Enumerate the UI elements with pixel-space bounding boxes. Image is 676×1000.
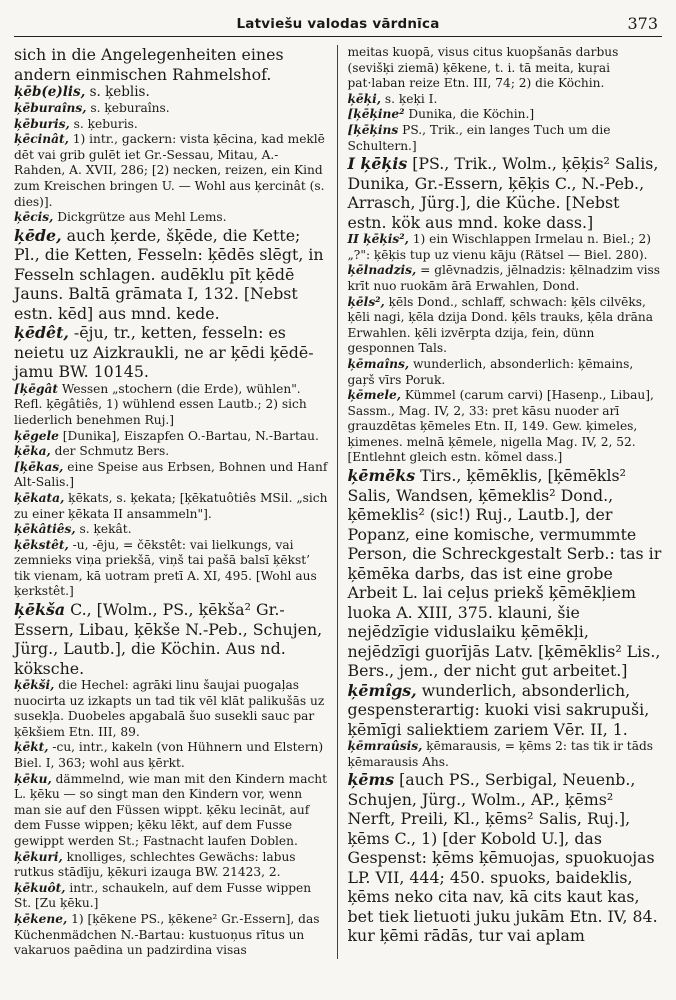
entry-definition: [PS., Trik., Wolm., ķēķis² Salis, Dunika, Gr.-Essern, ķēķis C., N.-Peb., Arrasch, Jürg.], die Küche. [Nebst estn. kök aus mnd. koke dass.] xyxy=(347,154,659,232)
entry-definition: intr., schaukeln, auf dem Fusse wippen St. [Zu ķēku.] xyxy=(14,880,312,911)
entry-definition: dämmelnd, wie man mit den Kindern macht L. ķēku — so singt man den Kindern vor, wenn man sie auf den Füssen wippt. ķēku lecināt, auf dem Fusse wippen; ķēku lēkt, auf dem Fusse gewippt werden St.; Fastnacht laufen Doblen. xyxy=(14,771,328,848)
dictionary-entry xyxy=(14,678,329,740)
entry-headword: [ķēgât xyxy=(14,381,59,396)
entry-definition: s. ķekât. xyxy=(75,522,132,537)
dictionary-entry xyxy=(14,600,329,678)
dictionary-entry xyxy=(14,84,329,101)
dictionary-entry xyxy=(14,460,329,491)
entry-definition: ķēls Dond., schlaff, schwach: ķēls cilvēks, ķēli nagi, ķēla dzija Dond. ķēls trauks, ķēla drāna Erwahlen. ķēli izvērpta dzija, fein, dünn gesponnen Tals. xyxy=(347,294,653,356)
entry-headword: ķēmele, xyxy=(347,388,401,403)
dictionary-entry xyxy=(347,92,662,108)
entry-definition: Kümmel (carum carvi) [Hasenp., Libau], Sassm., Mag. IV, 2, 33: pret kāsu nuoder arī grauzdētas ķēmeles Etn. II, 149. Gew. ķimeles, ķimenes. melnā ķēmele, nigella Mag. IV, 2, 52. [Entlehnt gleich estn. kõmel dass.] xyxy=(347,388,654,465)
entry-headword: ķēb(e)lis, xyxy=(14,84,86,100)
dictionary-entry xyxy=(347,739,662,770)
page-title: Latviešu valodas vārdnīca xyxy=(236,16,440,32)
dictionary-entry xyxy=(14,382,329,429)
entry-definition: C., [Wolm., PS., ķēkša² Gr.-Essern, Libau, ķēkše N.-Peb., Schujen, Jürg., Lautb.], die Köchin. Aus nd. köksche. xyxy=(14,600,323,678)
entry-headword: II ķēķis², xyxy=(347,232,409,247)
dictionary-entry xyxy=(14,117,329,133)
entry-headword: [ķēķins xyxy=(347,122,399,137)
entry-definition: meitas kuopā, visus citus kuopšanās darbus (sevišķi ziemā) ķēkene, t. i. tā meita, kuŗai pat·laban reize Etn. III, 74; 2) die Köchin. xyxy=(347,45,619,91)
entry-definition: -cu, intr., kakeln (von Hühnern und Elstern) Biel. I, 363; wohl aus ķērkt. xyxy=(14,740,324,771)
entry-definition: -ēju, tr., ketten, fesseln: es neietu uz Aizkraukli, ne ar ķēdi ķēdē-jamu BW. 10145. xyxy=(14,323,314,382)
entry-definition: wunderlich, absonderlich: ķēmains, gaŗš vīrs Poruk. xyxy=(347,356,634,387)
dictionary-entry xyxy=(14,101,329,117)
entry-definition: s. ķeburis. xyxy=(69,116,138,131)
entry-headword: ķēku, xyxy=(14,771,52,786)
dictionary-entry xyxy=(347,770,662,946)
entry-headword: ķēms xyxy=(347,770,395,790)
entry-headword: ķēburaîns, xyxy=(14,101,87,115)
dictionary-entry xyxy=(14,881,329,912)
entry-definition: Wessen „stochern (die Erde), wühlen". Refl. ķēgâtiês, 1) wühlend essen Lautb.; 2) sich liederlich benehmen Ruj.] xyxy=(14,381,307,427)
dictionary-entry xyxy=(14,132,329,210)
entry-headword: ķēkši, xyxy=(14,678,55,693)
dictionary-entry xyxy=(14,226,329,324)
entry-headword: ķēkstêt, xyxy=(14,537,69,552)
dictionary-entry xyxy=(347,388,662,466)
dictionary-entry xyxy=(347,107,662,123)
entry-headword: ķēkene, xyxy=(14,911,68,926)
entry-headword: ķēmîgs, xyxy=(347,680,417,700)
dictionary-entry xyxy=(347,232,662,263)
dictionary-entry xyxy=(14,323,329,382)
entry-headword: ķēkša xyxy=(14,600,66,620)
entry-definition: 1) intr., gackern: vista ķēcina, kad meklē dēt vai grib gulēt iet Gr.-Sessau, Mitau, A.-Rahden, A. XVII, 286; [2) necken, reizen, ein Kind zum Kreischen bringen U. — Wohl aus ķercinât (s. dies)]. xyxy=(14,132,325,209)
entry-definition: Dickgrütze aus Mehl Lems. xyxy=(53,210,227,225)
entry-definition: die Hechel: agrāki linu šaujai puogaļas nuocirta uz izkapts un tad tik vēl klāt palikušās uz susekļa. Duobeles apgabalā šuo susekli sauc par ķēkšiem Etn. III, 89. xyxy=(14,678,325,739)
entry-headword: ķēkuôt, xyxy=(14,880,66,895)
entry-headword: ķēka, xyxy=(14,444,51,459)
dictionary-entry xyxy=(14,210,329,226)
dictionary-entry xyxy=(14,522,329,538)
entry-headword: I ķēķis xyxy=(347,154,408,174)
entry-definition: -u, -ēju, = čēkstêt: vai lielkungs, vai zemnieks viņa priekšā, viņš tai pašā balsī ķēkst’ tik vienam, kā uotram pretī A. XI, 495. [Wohl aus ķerkstêt.] xyxy=(14,537,317,599)
entry-headword: ķēcis, xyxy=(14,210,54,225)
dictionary-entry xyxy=(14,772,329,850)
entry-definition: PS., Trik., ein langes Tuch um die Schultern.] xyxy=(347,122,611,153)
dictionary-entry xyxy=(14,740,329,771)
entry-headword: ķēls², xyxy=(347,294,385,309)
entry-definition: auch ķerde, šķēde, die Kette; Pl., die Ketten, Fesseln: ķēdēs slēgt, in Fesseln schlagen. audēklu pīt ķēdē Jauns. Baltā grāmata I, 132. [Nebst estn. kēd] aus mnd. kede. xyxy=(14,225,324,323)
entry-definition: [auch PS., Serbigal, Neuenb., Schujen, Jürg., Wolm., AP., ķēms² Nerft, Preili, Kl., ķēms² Salis, Ruj.], ķēms C., 1) [der Kobold U.], das Gespenst: ķēms ķēmuojas, spuokuojas LP. VII, 444; 450. spuoks, baideklis, ķēms neko cita nav, kā cits kaut kas, bet tiek lietuoti juku jukām Etn. IV, 84. kur ķēmi rādās, tur vai aplam xyxy=(347,770,658,946)
dictionary-entry xyxy=(14,45,329,84)
dictionary-entry xyxy=(347,263,662,294)
dictionary-entry xyxy=(14,912,329,959)
entry-headword: [ķēķine² xyxy=(347,107,405,122)
dictionary-entry xyxy=(14,850,329,881)
entry-definition: eine Speise aus Erbsen, Bohnen und Hanf Alt-Salis.] xyxy=(14,459,328,490)
entry-headword: ķēde, xyxy=(14,225,62,245)
dictionary-entry xyxy=(347,45,662,92)
dictionary-entry xyxy=(347,154,662,232)
entry-headword: ķēlnadzis, xyxy=(347,263,417,278)
entry-headword: ķēķi, xyxy=(347,91,381,106)
dictionary-entry xyxy=(347,357,662,388)
entry-definition: ķēkats, s. ķekata; [ķēkatuôtiês MSil. „sich zu einer ķēkata II ansammeln"]. xyxy=(14,490,328,521)
dictionary-entry xyxy=(14,444,329,460)
entry-headword: [ķēkas, xyxy=(14,459,64,474)
dictionary-entry xyxy=(347,123,662,154)
left-column xyxy=(14,45,337,959)
entry-definition: s. ķeburaîns. xyxy=(86,101,170,115)
entry-headword: ķēcinât, xyxy=(14,132,69,147)
entry-definition: 1) [ķēkene PS., ķēkene² Gr.-Essern], das Küchenmädchen N.-Bartau: kustuoņus rītus un vakaruos paēdina un padzirdina visas xyxy=(14,911,320,958)
entry-definition: s. ķeķi I. xyxy=(381,91,438,106)
entry-definition: der Schmutz Bers. xyxy=(50,444,170,459)
dictionary-entry xyxy=(14,491,329,522)
entry-headword: ķēmaîns, xyxy=(347,356,410,371)
entry-headword: ķēgele xyxy=(14,428,59,443)
entry-definition: ķēmarausis, = ķēms 2: tas tik ir tāds ķēmarausis Ahs. xyxy=(347,739,654,769)
entry-definition: = glēvnadzis, jēlnadzis: ķēlnadzim viss krīt nuo ruokām ārā Erwahlen, Dond. xyxy=(347,263,661,293)
page-number: 373 xyxy=(627,14,658,33)
two-column-body xyxy=(14,45,662,959)
entry-definition: Tirs., ķēmēklis, [ķēmēkls² Salis, Wandsen, ķēmeklis² Dond., ķēmeklis² (sic!) Ruj., Lautb.], der Popanz, eine komische, vermummte Person, die Schreckgestalt Serb.: tas ir ķēmēka darbs, das ist eine grobe Arbeit L. lai ceļus priekš ķēmēkļiem luoka A. XIII, 375. klauni, šie nejēdzīgie viduslaiku ķēmēkļi, nejēdzīgi guorījās Latv. [ķēmēklis² Lis., Bers., jem., der nicht gut arbeitet.] xyxy=(347,466,662,681)
dictionary-entry xyxy=(347,295,662,357)
entry-definition: knolliges, schlechtes Gewächs: labus rutkus stādīju, ķēkuri izauga BW. 21423, 2. xyxy=(14,849,296,880)
entry-headword: ķēkuri, xyxy=(14,849,63,864)
entry-headword: ķēmēks xyxy=(347,466,416,486)
right-column xyxy=(337,45,662,959)
entry-definition: s. ķeblis. xyxy=(85,84,150,100)
entry-definition: Dunika, die Köchin.] xyxy=(404,107,535,122)
entry-definition: 1) ein Wischlappen Irmelau n. Biel.; 2) „?": ķēķis tup uz vienu kāju (Rätsel — Biel. 280). xyxy=(347,232,652,262)
entry-headword: ķēburis, xyxy=(14,116,70,131)
dictionary-entry xyxy=(347,681,662,740)
page-header xyxy=(14,10,662,37)
dictionary-entry xyxy=(14,429,329,445)
entry-headword: ķēkâtiês, xyxy=(14,522,76,537)
entry-headword: ķēkt, xyxy=(14,740,49,755)
dictionary-entry xyxy=(347,466,662,681)
entry-headword: ķēkata, xyxy=(14,490,65,505)
dictionary-entry xyxy=(14,538,329,600)
entry-headword: ķēdêt, xyxy=(14,323,69,343)
entry-definition: [Dunika], Eiszapfen O.-Bartau, N.-Bartau. xyxy=(58,428,319,443)
entry-definition: sich in die Angelegenheiten eines andern einmischen Rahmelshof. xyxy=(14,45,284,84)
entry-definition: wunderlich, absonderlich, gespensterartig: kuoki visi sakrupuši, ķēmīgi saliektiem zariem Vēr. II, 1. xyxy=(347,680,650,739)
entry-headword: ķēmraûsis, xyxy=(347,739,423,754)
